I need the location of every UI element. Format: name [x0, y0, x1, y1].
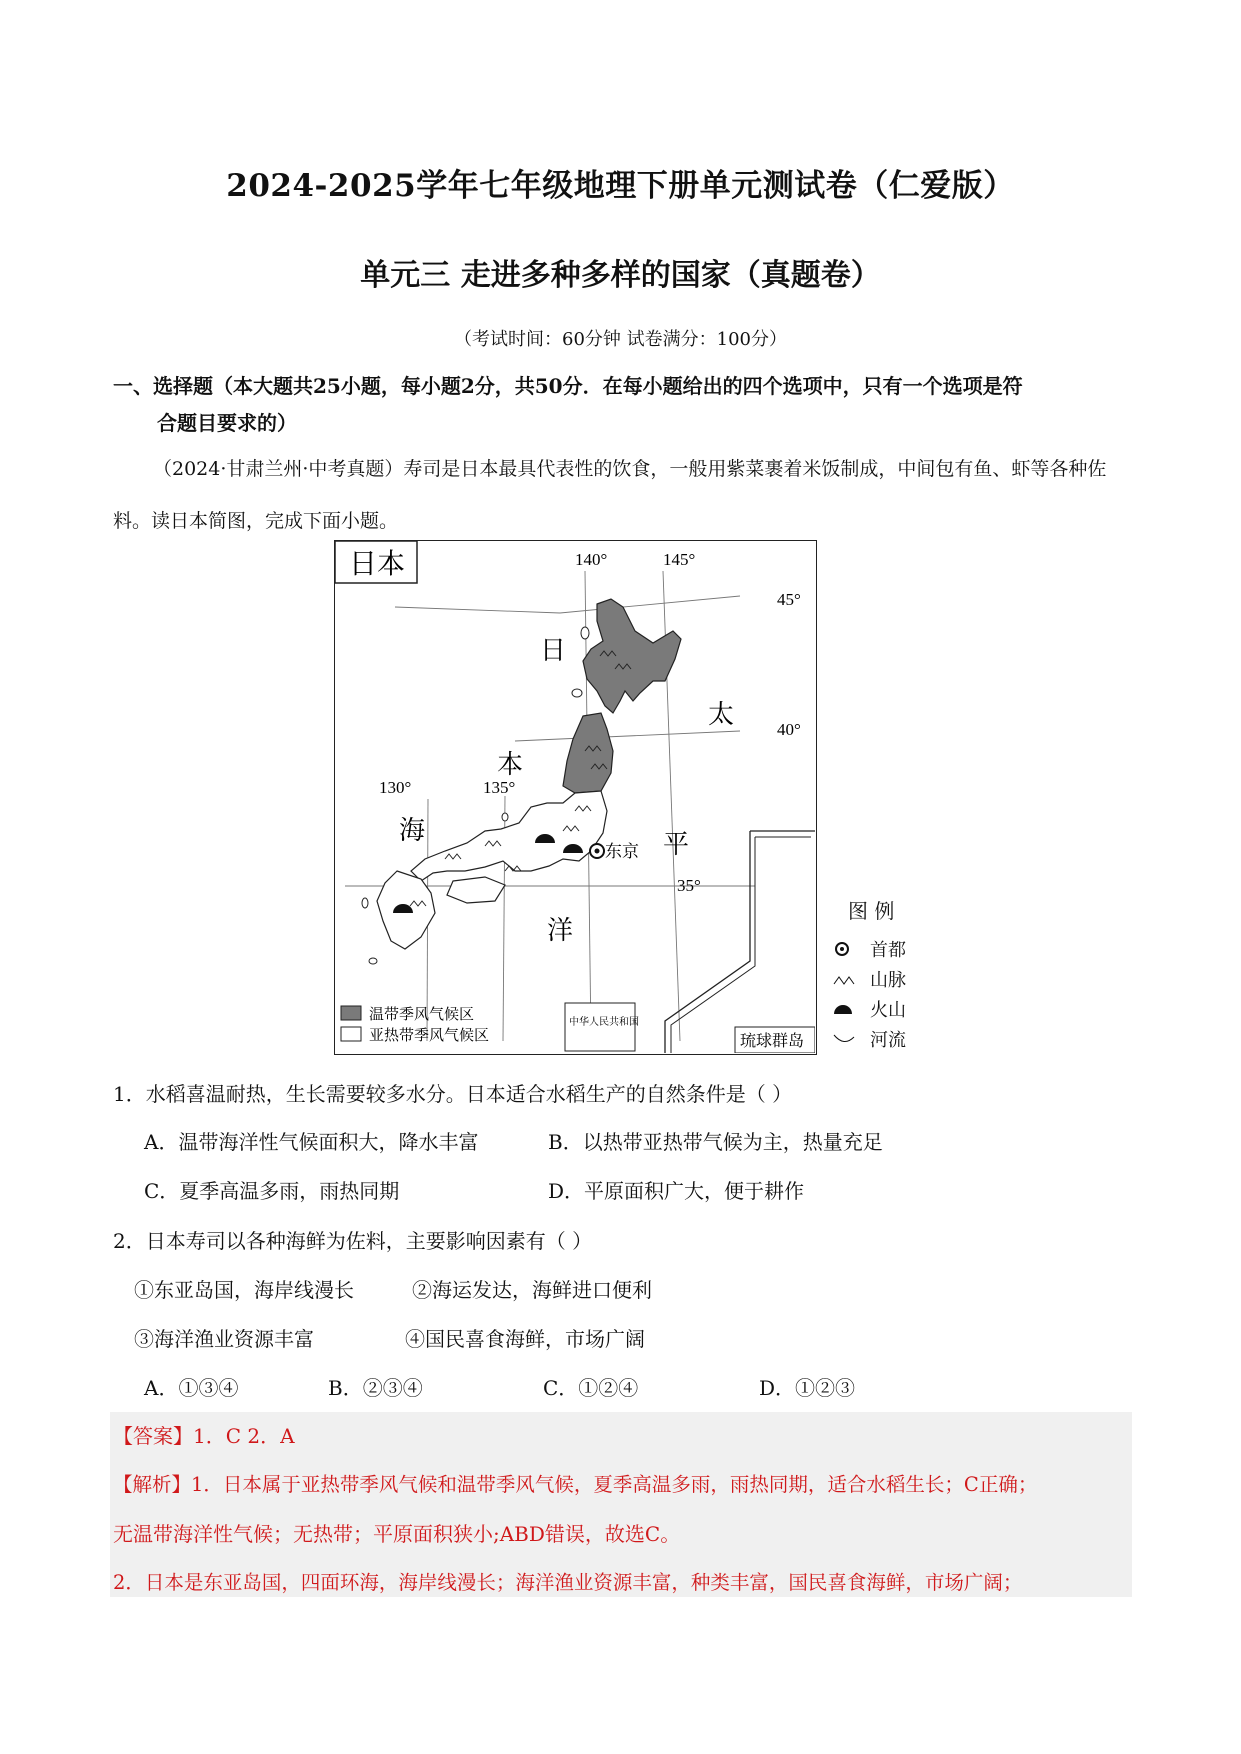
- question-2-statement-1: ①东亚岛国，海岸线漫长: [134, 1278, 354, 1302]
- question-1-stem: 1．水稻喜温耐热，生长需要较多水分。日本适合水稻生产的自然条件是（ ）: [113, 1082, 793, 1106]
- question-2-statement-3: ③海洋渔业资源丰富: [134, 1327, 314, 1351]
- question-2-option-b: B．②③④: [328, 1376, 423, 1400]
- lon-label-130: 130°: [379, 778, 412, 797]
- sea-char-ri: 日: [540, 636, 567, 666]
- sub-title: 单元三 走进多种多样的国家（真题卷）: [360, 258, 881, 293]
- lon-label-145: 145°: [663, 550, 696, 569]
- analysis-line-3: 2．日本是东亚岛国，四面环海，海岸线漫长；海洋渔业资源丰富，种类丰富，国民喜食海鲜，市场广阔；: [113, 1571, 1023, 1594]
- legend-label-river: 河流: [870, 1030, 906, 1051]
- legend-title: 图 例: [848, 899, 895, 923]
- legend-label-mountain: 山脉: [870, 970, 906, 991]
- lat-label-45: 45°: [777, 590, 801, 609]
- lat-label-40: 40°: [777, 720, 801, 739]
- sea-char-yang: 洋: [547, 916, 574, 946]
- japan-map: [334, 540, 817, 1055]
- volcano-icon: [832, 999, 856, 1019]
- mountain-icon: [832, 969, 856, 989]
- lat-label-35: 35°: [677, 876, 701, 895]
- question-2-option-c: C．①②④: [543, 1376, 639, 1400]
- china-label: 中华人民共和国: [569, 1017, 639, 1028]
- capital-label: 东京: [605, 842, 639, 862]
- sea-char-hai: 海: [399, 816, 426, 846]
- section-heading: [113, 368, 1133, 442]
- japan-map-svg: [335, 541, 815, 1053]
- inset-label: 琉球群岛: [740, 1031, 805, 1050]
- question-1-option-d: D．平原面积广大，便于耕作: [548, 1179, 805, 1203]
- question-1-option-a: A．温带海洋性气候面积大，降水丰富: [144, 1130, 479, 1154]
- sea-char-tai: 太: [708, 700, 735, 730]
- lon-label-140: 140°: [575, 550, 608, 569]
- map-title: 日本: [349, 547, 406, 580]
- sea-char-ben: 本: [497, 750, 524, 780]
- capital-icon: [832, 939, 856, 959]
- legend-subtropical: 亚热带季风气候区: [369, 1026, 490, 1044]
- section-heading-line1: 一、选择题（本大题共25小题，每小题2分，共50分．在每小题给出的四个选项中，只有一个选项是符: [113, 374, 1023, 398]
- analysis-line-1: 【解析】1．日本属于亚热带季风气候和温带季风气候，夏季高温多雨，雨热同期，适合水稻生长；C正确；: [113, 1473, 1038, 1496]
- analysis-line-2: 无温带海洋性气候；无热带；平原面积狭小;ABD错误，故选C。: [113, 1522, 681, 1546]
- legend-temperate: 温带季风气候区: [369, 1005, 475, 1023]
- question-2-option-d: D．①②③: [759, 1376, 856, 1400]
- intro-paragraph: （2024·甘肃兰州·中考真题）寿司是日本最具代表性的饮食，一般用紫菜裹着米饭制成，中间包有鱼、虾等各种佐料。读日本简图，完成下面小题。: [113, 458, 1107, 532]
- question-2-option-a: A．①③④: [144, 1376, 239, 1400]
- main-title: 2024-2025学年七年级地理下册单元测试卷（仁爱版）: [226, 168, 1015, 204]
- question-2-statement-4: ④国民喜食海鲜，市场广阔: [405, 1327, 645, 1351]
- answer-line: 【答案】1．C 2．A: [113, 1424, 295, 1448]
- legend-label-volcano: 火山: [870, 1000, 906, 1021]
- question-1-option-c: C．夏季高温多雨，雨热同期: [144, 1179, 400, 1203]
- section-heading-line2: 合题目要求的）: [157, 411, 297, 435]
- river-icon: [832, 1029, 856, 1049]
- sea-char-ping: 平: [663, 830, 690, 860]
- map-legend: [832, 895, 962, 1054]
- question-2-stem: 2．日本寿司以各种海鲜为佐料，主要影响因素有（ ）: [113, 1229, 593, 1253]
- legend-label-capital: 首都: [870, 940, 906, 961]
- lon-label-135: 135°: [483, 778, 516, 797]
- question-1-option-b: B．以热带亚热带气候为主，热量充足: [548, 1130, 883, 1154]
- question-2-statement-2: ②海运发达，海鲜进口便利: [412, 1278, 652, 1302]
- exam-info: （考试时间：60分钟 试卷满分：100分）: [454, 329, 787, 350]
